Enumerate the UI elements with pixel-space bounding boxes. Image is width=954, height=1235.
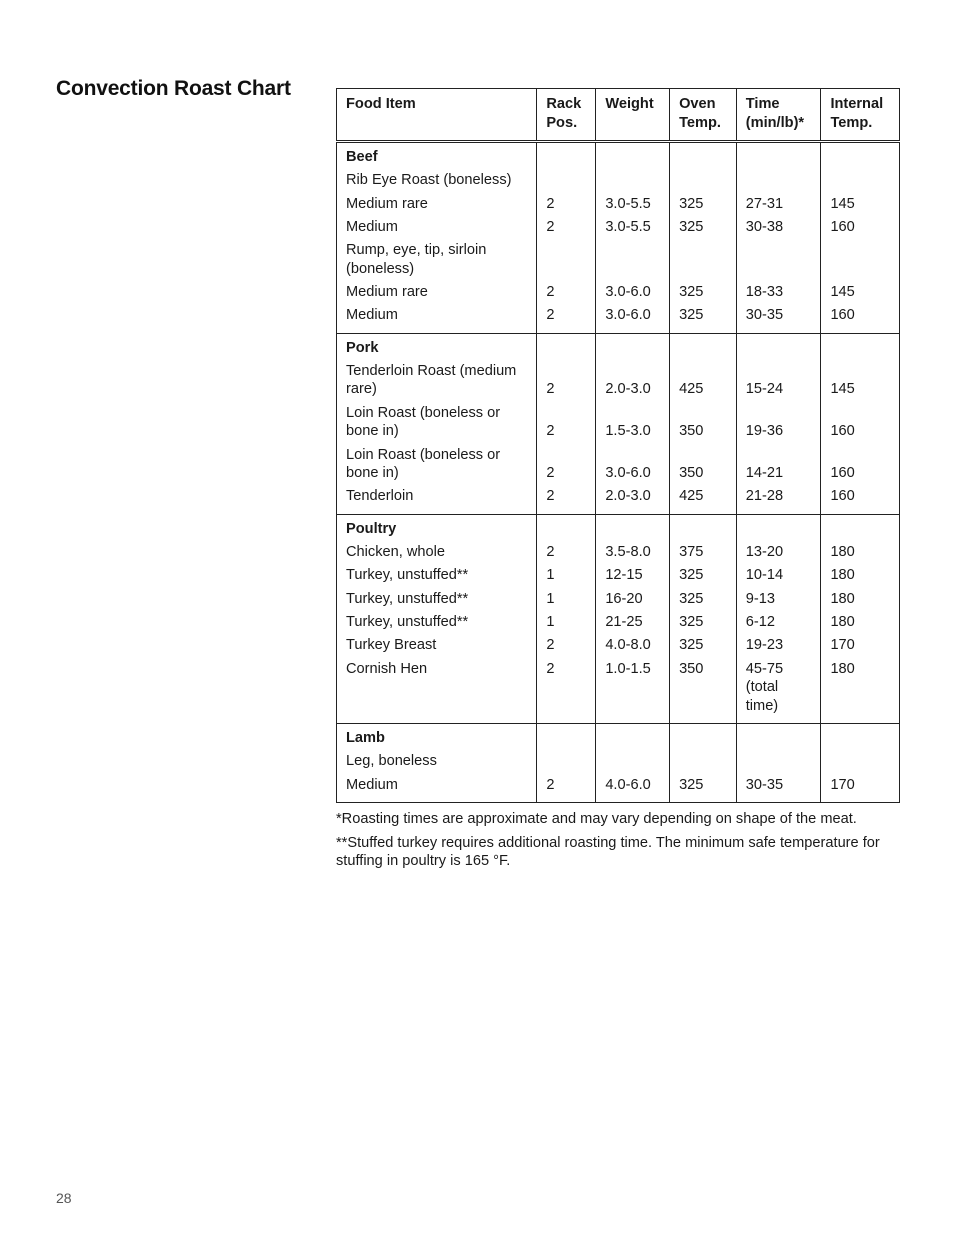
rack-cell: 2 <box>537 192 596 215</box>
category-label: Pork <box>337 333 537 359</box>
empty-cell <box>537 724 596 750</box>
empty-cell <box>821 142 900 169</box>
rack-cell: 2 <box>537 485 596 514</box>
rack-cell: 2 <box>537 443 596 485</box>
table-row <box>337 634 900 657</box>
oven-temp-cell: 375 <box>670 541 737 564</box>
table-row <box>337 485 900 514</box>
food-item-cell: Chicken, whole <box>346 544 445 561</box>
food-item-cell: Rib Eye Roast (boneless) <box>346 172 512 189</box>
internal-temp-cell: 170 <box>821 773 900 802</box>
table-row <box>337 541 900 564</box>
category-row <box>337 724 900 750</box>
empty-cell <box>670 724 737 750</box>
table-row <box>337 169 900 192</box>
time-cell <box>736 169 821 192</box>
oven-temp-cell: 425 <box>670 485 737 514</box>
oven-temp-cell <box>670 239 737 281</box>
table-row <box>337 750 900 773</box>
empty-cell <box>821 514 900 540</box>
empty-cell <box>596 333 670 359</box>
food-item-cell: Medium <box>346 307 398 324</box>
internal-temp-cell: 160 <box>821 215 900 238</box>
weight-cell: 21-25 <box>596 611 670 634</box>
internal-temp-cell <box>821 239 900 281</box>
oven-temp-cell: 425 <box>670 360 737 402</box>
food-item-cell: Cornish Hen <box>346 660 428 677</box>
internal-temp-cell: 145 <box>821 281 900 304</box>
time-cell: 30-38 <box>736 215 821 238</box>
rack-cell: 2 <box>537 657 596 723</box>
time-cell: 18-33 <box>736 281 821 304</box>
empty-cell <box>537 514 596 540</box>
time-cell: 30-35 <box>736 304 821 333</box>
table-row <box>337 239 900 281</box>
table-row <box>337 192 900 215</box>
table-row <box>337 773 900 802</box>
table-row <box>337 564 900 587</box>
rack-cell: 2 <box>537 360 596 402</box>
table-row <box>337 215 900 238</box>
empty-cell <box>736 514 821 540</box>
food-item-cell: Turkey Breast <box>346 637 437 654</box>
category-row <box>337 333 900 359</box>
empty-cell <box>537 333 596 359</box>
internal-temp-cell: 180 <box>821 541 900 564</box>
page-number: 28 <box>56 1190 72 1206</box>
internal-temp-cell: 160 <box>821 304 900 333</box>
food-item-cell: Medium rare <box>346 195 428 212</box>
rack-cell: 1 <box>537 611 596 634</box>
empty-cell <box>670 333 737 359</box>
internal-temp-cell: 145 <box>821 360 900 402</box>
weight-cell: 3.0-5.5 <box>596 215 670 238</box>
rack-cell: 2 <box>537 773 596 802</box>
food-item-cell: Loin Roast (boneless or bone in) <box>346 446 501 482</box>
food-item-cell: Turkey, unstuffed** <box>346 590 469 607</box>
time-cell: 45-75 (total time) <box>736 657 821 723</box>
food-item-cell: Tenderloin Roast (medium rare) <box>346 362 517 398</box>
food-item-cell: Medium <box>346 218 398 235</box>
table-header-row <box>337 89 900 142</box>
oven-temp-cell: 325 <box>670 304 737 333</box>
oven-temp-cell: 350 <box>670 657 737 723</box>
weight-cell: 3.0-6.0 <box>596 304 670 333</box>
time-cell: 6-12 <box>736 611 821 634</box>
category-row <box>337 142 900 169</box>
rack-cell: 1 <box>537 564 596 587</box>
weight-cell <box>596 169 670 192</box>
oven-temp-cell: 325 <box>670 215 737 238</box>
weight-cell <box>596 239 670 281</box>
oven-temp-cell: 325 <box>670 634 737 657</box>
time-cell: 15-24 <box>736 360 821 402</box>
category-row <box>337 514 900 540</box>
internal-temp-cell <box>821 750 900 773</box>
time-cell <box>736 750 821 773</box>
internal-temp-cell: 180 <box>821 564 900 587</box>
weight-cell: 4.0-6.0 <box>596 773 670 802</box>
footnote-stuffed-turkey: **Stuffed turkey requires additional roasting time. The minimum safe temperature for stuffing in poultry is 165 °F. <box>336 834 880 869</box>
internal-temp-cell: 145 <box>821 192 900 215</box>
food-item-cell: Turkey, unstuffed** <box>346 567 469 584</box>
empty-cell <box>596 142 670 169</box>
rack-cell: 2 <box>537 634 596 657</box>
food-item-cell: Loin Roast (boneless or bone in) <box>346 404 501 440</box>
food-item-cell: Leg, boneless <box>346 753 437 770</box>
weight-cell <box>596 750 670 773</box>
empty-cell <box>821 724 900 750</box>
weight-cell: 2.0-3.0 <box>596 485 670 514</box>
weight-cell: 3.0-6.0 <box>596 281 670 304</box>
table-row <box>337 611 900 634</box>
rack-cell: 2 <box>537 401 596 443</box>
weight-cell: 3.0-6.0 <box>596 443 670 485</box>
oven-temp-cell <box>670 169 737 192</box>
empty-cell <box>821 333 900 359</box>
table-row <box>337 401 900 443</box>
header-weight: Weight <box>596 89 670 142</box>
table-row <box>337 304 900 333</box>
footnotes <box>336 810 906 876</box>
oven-temp-cell: 350 <box>670 443 737 485</box>
oven-temp-cell: 325 <box>670 281 737 304</box>
table-body <box>337 142 900 803</box>
oven-temp-cell: 325 <box>670 773 737 802</box>
rack-cell: 2 <box>537 215 596 238</box>
internal-temp-cell: 180 <box>821 587 900 610</box>
oven-temp-cell: 350 <box>670 401 737 443</box>
footnote-roasting-times: *Roasting times are approximate and may vary depending on shape of the meat. <box>336 811 857 827</box>
table-row <box>337 587 900 610</box>
weight-cell: 3.5-8.0 <box>596 541 670 564</box>
table-row <box>337 360 900 402</box>
time-cell: 19-23 <box>736 634 821 657</box>
food-item-cell: Medium rare <box>346 283 428 300</box>
oven-temp-cell: 325 <box>670 587 737 610</box>
oven-temp-cell: 325 <box>670 611 737 634</box>
time-cell: 9-13 <box>736 587 821 610</box>
internal-temp-cell: 180 <box>821 657 900 723</box>
food-item-cell: Medium <box>346 776 398 793</box>
internal-temp-cell: 170 <box>821 634 900 657</box>
empty-cell <box>537 142 596 169</box>
food-item-cell: Turkey, unstuffed** <box>346 613 469 630</box>
time-cell: 19-36 <box>736 401 821 443</box>
header-time: Time (min/lb)* <box>736 89 821 142</box>
header-oven-temp: Oven Temp. <box>670 89 737 142</box>
empty-cell <box>670 142 737 169</box>
oven-temp-cell: 325 <box>670 564 737 587</box>
food-item-cell: Rump, eye, tip, sirloin (boneless) <box>346 242 487 277</box>
weight-cell: 1.0-1.5 <box>596 657 670 723</box>
weight-cell: 3.0-5.5 <box>596 192 670 215</box>
empty-cell <box>596 514 670 540</box>
empty-cell <box>736 333 821 359</box>
rack-cell: 2 <box>537 304 596 333</box>
weight-cell: 4.0-8.0 <box>596 634 670 657</box>
rack-cell <box>537 239 596 281</box>
time-cell: 30-35 <box>736 773 821 802</box>
category-label: Poultry <box>337 514 537 540</box>
weight-cell: 1.5-3.0 <box>596 401 670 443</box>
internal-temp-cell: 160 <box>821 401 900 443</box>
food-item-cell: Tenderloin <box>346 488 414 505</box>
weight-cell: 16-20 <box>596 587 670 610</box>
header-food-item: Food Item <box>337 89 537 142</box>
rack-cell: 1 <box>537 587 596 610</box>
internal-temp-cell: 160 <box>821 485 900 514</box>
table-row <box>337 657 900 723</box>
rack-cell <box>537 169 596 192</box>
page-title: Convection Roast Chart <box>56 77 291 100</box>
rack-cell: 2 <box>537 281 596 304</box>
table-row <box>337 443 900 485</box>
time-cell <box>736 239 821 281</box>
rack-cell: 2 <box>537 541 596 564</box>
time-cell: 13-20 <box>736 541 821 564</box>
internal-temp-cell: 180 <box>821 611 900 634</box>
table-row <box>337 281 900 304</box>
header-rack-pos: Rack Pos. <box>537 89 596 142</box>
internal-temp-cell: 160 <box>821 443 900 485</box>
internal-temp-cell <box>821 169 900 192</box>
header-internal-temp: Internal Temp. <box>821 89 900 142</box>
empty-cell <box>736 724 821 750</box>
category-label: Beef <box>346 149 378 165</box>
time-cell: 10-14 <box>736 564 821 587</box>
empty-cell <box>736 142 821 169</box>
category-label: Lamb <box>337 724 537 750</box>
oven-temp-cell <box>670 750 737 773</box>
convection-roast-table <box>336 88 900 803</box>
weight-cell: 2.0-3.0 <box>596 360 670 402</box>
time-cell: 14-21 <box>736 443 821 485</box>
rack-cell <box>537 750 596 773</box>
empty-cell <box>596 724 670 750</box>
time-cell: 27-31 <box>736 192 821 215</box>
oven-temp-cell: 325 <box>670 192 737 215</box>
time-cell: 21-28 <box>736 485 821 514</box>
empty-cell <box>670 514 737 540</box>
weight-cell: 12-15 <box>596 564 670 587</box>
